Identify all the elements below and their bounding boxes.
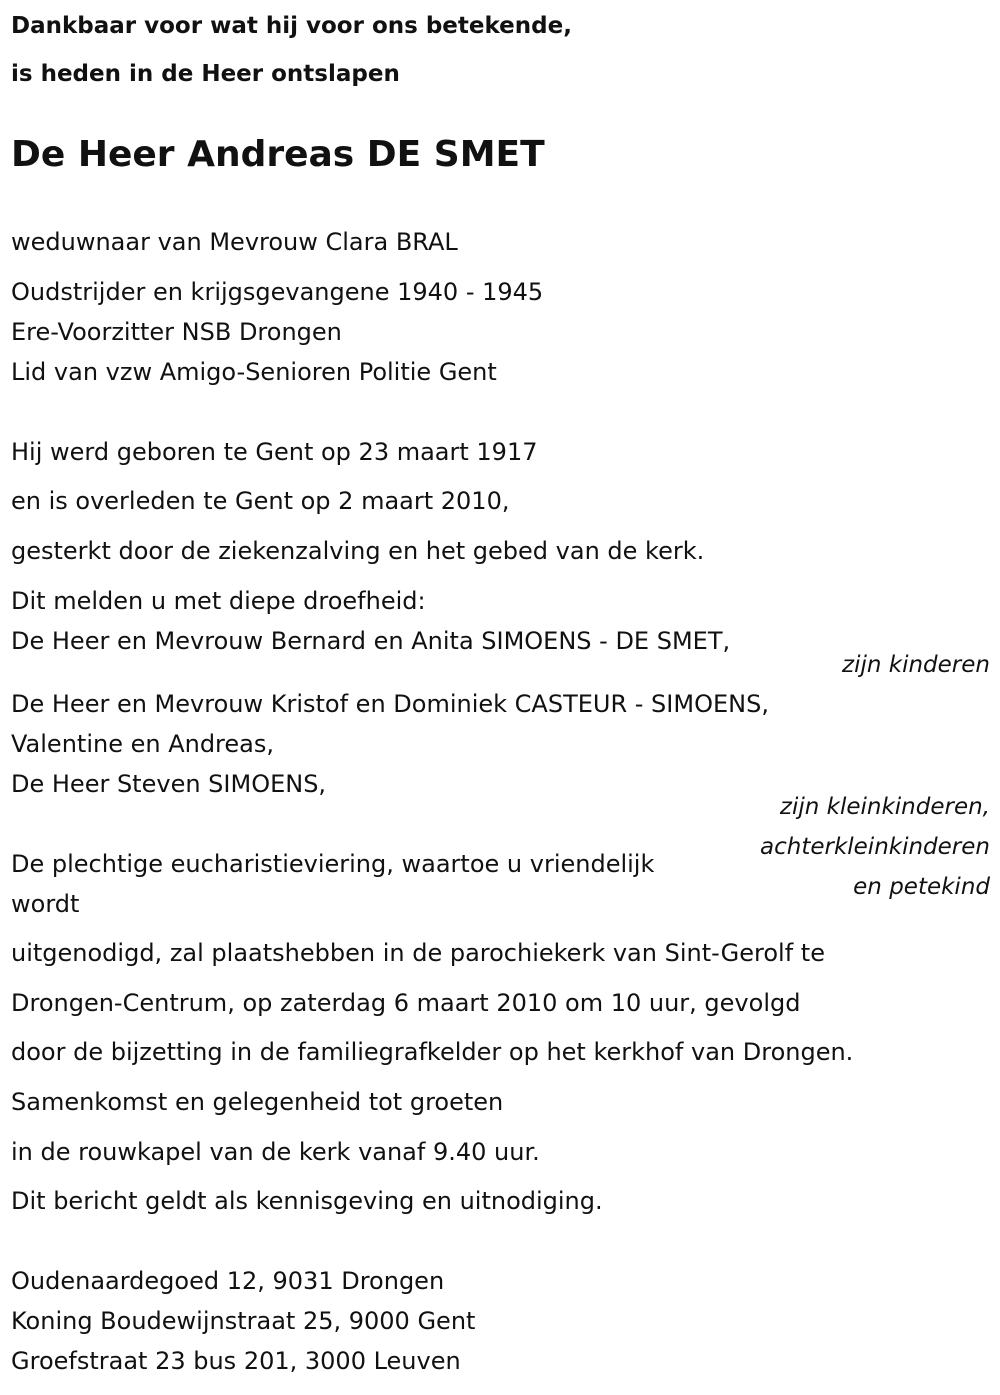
- ceremony-line: Samenkomst en gelegenheid tot groeten: [11, 1088, 504, 1116]
- intro-line-2: is heden in de Heer ontslapen: [11, 61, 400, 87]
- death-line: en is overleden te Gent op 2 maart 2010,: [11, 487, 510, 515]
- ceremony-line: wordt: [11, 890, 80, 918]
- ceremony-line: Dit bericht geldt als kennisgeving en uitnodiging.: [11, 1187, 603, 1215]
- ceremony-line: door de bijzetting in de familiegrafkelder op het kerkhof van Drongen.: [11, 1038, 854, 1066]
- ceremony-line: Drongen-Centrum, op zaterdag 6 maart 2010 om 10 uur, gevolgd: [11, 989, 801, 1017]
- title-line: Ere-Voorzitter NSB Drongen: [11, 318, 342, 346]
- grandchildren-line: De Heer en Mevrouw Kristof en Dominiek CASTEUR - SIMOENS,: [11, 690, 769, 718]
- widower-line: weduwnaar van Mevrouw Clara BRAL: [11, 228, 458, 256]
- ceremony-line: in de rouwkapel van de kerk vanaf 9.40 uur.: [11, 1138, 540, 1166]
- announcement-line: Dit melden u met diepe droefheid:: [11, 587, 426, 615]
- grandchildren-relation-label: achterkleinkinderen: [760, 834, 990, 860]
- grandchildren-line: Valentine en Andreas,: [11, 730, 275, 758]
- birth-line: Hij werd geboren te Gent op 23 maart 1917: [11, 438, 538, 466]
- title-line: Lid van vzw Amigo-Senioren Politie Gent: [11, 358, 497, 386]
- sacraments-line: gesterkt door de ziekenzalving en het gebed van de kerk.: [11, 537, 705, 565]
- grandchildren-relation-label: en petekind: [853, 874, 990, 900]
- grandchildren-line: De Heer Steven SIMOENS,: [11, 770, 327, 798]
- deceased-name: De Heer Andreas DE SMET: [11, 134, 545, 175]
- ceremony-line: De plechtige eucharistieviering, waartoe u vriendelijk: [11, 850, 655, 878]
- children-line: De Heer en Mevrouw Bernard en Anita SIMOENS - DE SMET,: [11, 627, 731, 655]
- title-line: Oudstrijder en krijgsgevangene 1940 - 1945: [11, 278, 544, 306]
- address-line: Groefstraat 23 bus 201, 3000 Leuven: [11, 1347, 461, 1375]
- children-relation-label: zijn kinderen: [842, 652, 990, 678]
- ceremony-line: uitgenodigd, zal plaatshebben in de parochiekerk van Sint-Gerolf te: [11, 939, 825, 967]
- address-line: Oudenaardegoed 12, 9031 Drongen: [11, 1267, 445, 1295]
- address-line: Koning Boudewijnstraat 25, 9000 Gent: [11, 1307, 476, 1335]
- grandchildren-relation-label: zijn kleinkinderen,: [779, 794, 990, 820]
- intro-line-1: Dankbaar voor wat hij voor ons betekende,: [11, 13, 572, 39]
